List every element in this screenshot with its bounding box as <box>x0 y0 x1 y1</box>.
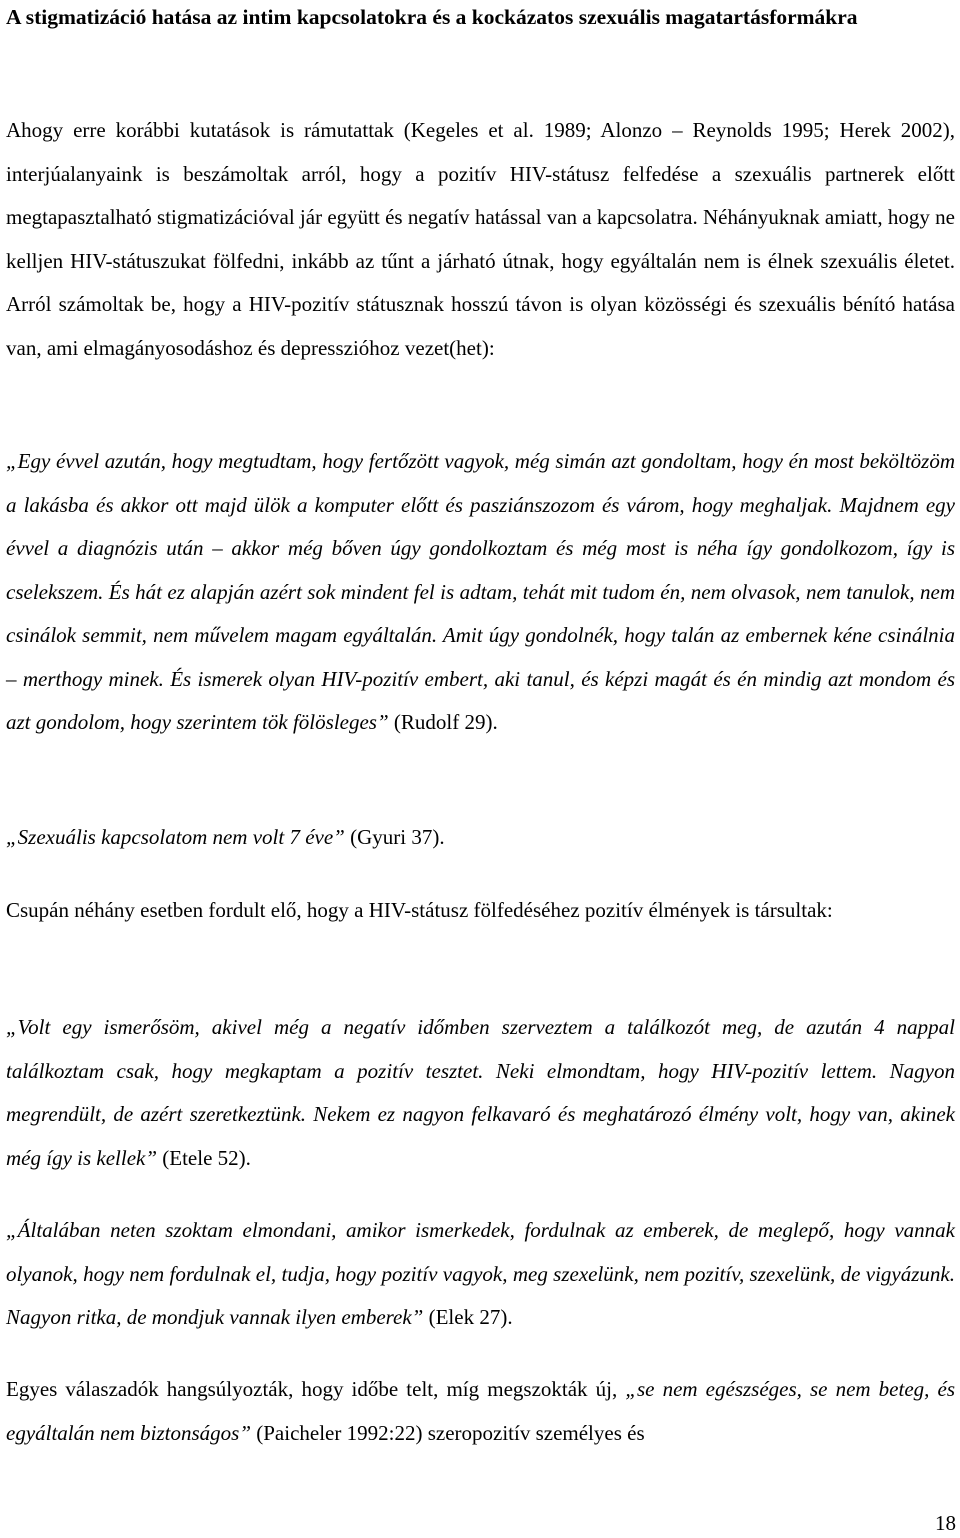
body-paragraph-2: Csupán néhány esetben fordult elő, hogy a HIV-státusz fölfedéséhez pozitív élmények is társultak: <box>6 898 833 922</box>
body-paragraph-3 <box>6 1368 955 1455</box>
interview-quote-2 <box>6 816 955 860</box>
quote-text: „Szexuális kapcsolatom nem volt 7 éve” <box>6 825 345 849</box>
body-paragraph-1: Ahogy erre korábbi kutatások is rámutattak (Kegeles et al. 1989; Alonzo – Reynolds 1995; Herek 2002), interjúalanyaink is beszámoltak arról, hogy a pozitív HIV-státusz felfedése a szexuális partnerek előtt megtapasztalható stigmatizációval jár együtt és negatív hatással van a kapcsolatra. Néhányuknak amiatt, hogy ne kelljen HIV-státuszukat fölfedni, inkább az tűnt a járható útnak, hogy egyáltalán nem is élnek szexuális életet. Arról számoltak be, hogy a HIV-pozitív státusznak hosszú távon is olyan közösségi és szexuális bénító hatása van, ami elmagányosodáshoz és depresszióhoz vezet(het): <box>6 118 955 360</box>
quote-source: (Gyuri 37). <box>344 825 445 849</box>
quote-text: „Általában neten szoktam elmondani, amikor ismerkedek, fordulnak az emberek, de meglepő, hogy vannak olyanok, hogy nem fordulnak el, tudja, hogy pozitív vagyok, meg szexelünk, nem pozitív, szexelünk, de vigyázunk. Nagyon ritka, de mondjuk vannak ilyen emberek” <box>6 1218 955 1329</box>
paragraph-text: Egyes válaszadók hangsúlyozták, hogy időbe telt, míg megszokták új, <box>6 1377 626 1401</box>
page-number: 18 <box>935 1511 956 1535</box>
quote-source: (Rudolf 29). <box>388 710 498 734</box>
quote-text: „Volt egy ismerősöm, akivel még a negatív időmben szerveztem a találkozót meg, de azután 4 nappal találkoztam csak, hogy megkaptam a pozitív tesztet. Neki elmondtam, hogy HIV-pozitív lettem. Nagyon megrendült, de azért szeretkeztünk. Nekem ez nagyon felkavaró és meghatározó élmény volt, hogy van, akinek még így is kellek” <box>6 1015 955 1170</box>
quote-source: (Elek 27). <box>423 1305 513 1329</box>
interview-quote-4 <box>6 1209 955 1340</box>
inline-quote: „se nem egészséges, se nem beteg, és egyáltalán nem biztonságos” <box>6 1377 955 1445</box>
quote-text: „Egy évvel azután, hogy megtudtam, hogy fertőzött vagyok, még simán azt gondoltam, hogy én most beköltözöm a lakásba és akkor ott majd ülök a komputer előtt és pasziánszozom és várom, hogy meghaljak. Majdnem egy évvel a diagnózis után – akkor még bőven úgy gondolkoztam és még most is néha így gondolkozom, így is cselekszem. És hát ez alapján azért sok mindent fel is adtam, tehát mit tudom én, nem olvasok, nem tanulok, nem csinálok semmit, nem művelem magam egyáltalán. Amit úgy gondolnék, hogy talán az embernek kéne csinálnia – merthogy minek. És ismerek olyan HIV-pozitív embert, aki tanul, és képzi magát és én mindig azt mondom és azt gondolom, hogy szerintem tök fölösleges” <box>6 449 955 734</box>
interview-quote-3 <box>6 1006 955 1180</box>
citation: (Paicheler 1992:22) szeropozitív személyes és <box>251 1420 645 1445</box>
interview-quote-1 <box>6 440 955 745</box>
quote-source: (Etele 52). <box>157 1145 251 1170</box>
section-heading: A stigmatizáció hatása az intim kapcsolatokra és a kockázatos szexuális magatartásformákra <box>6 5 858 29</box>
